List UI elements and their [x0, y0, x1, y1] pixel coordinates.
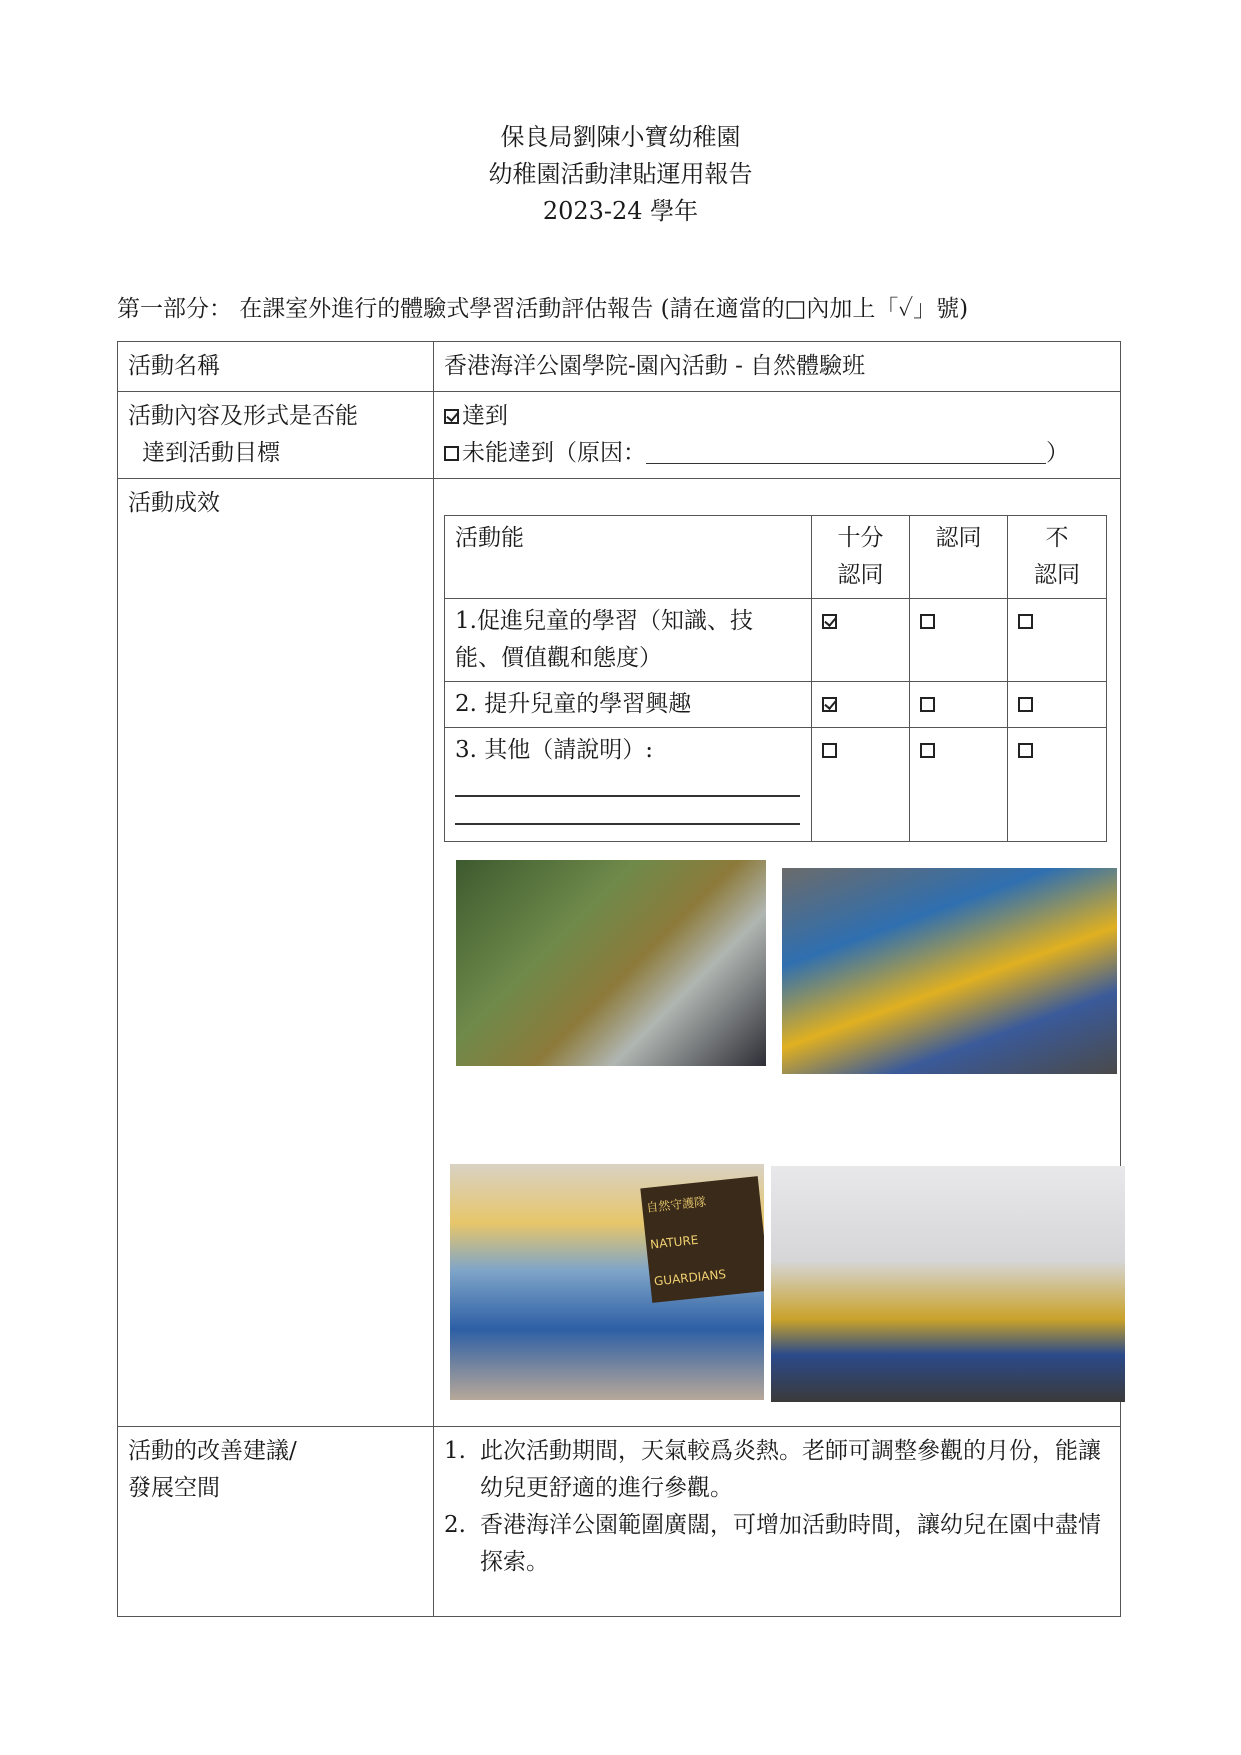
- goal-achieved-option[interactable]: [444, 398, 1110, 435]
- section-title: 第一部分： 在課室外進行的體驗式學習活動評估報告 (請在適當的□內加上「✓」號): [117, 296, 969, 322]
- other-blank-line-2[interactable]: [455, 823, 800, 825]
- effect-header-activity: 活動能: [445, 516, 812, 599]
- effect-row-3-text: 3. 其他（請說明）:: [455, 737, 654, 763]
- effect-header-disagree: [1008, 516, 1107, 599]
- suggestion-label-line2: 發展空間: [128, 1475, 220, 1501]
- effect-header-disagree-a: 不: [1045, 525, 1069, 551]
- other-blank-line-1[interactable]: [455, 795, 800, 797]
- effect-header-strongly-agree-a: 十分: [837, 525, 884, 551]
- activity-name-value: 香港海洋公園學院-園內活動 - 自然體驗班: [434, 342, 1121, 392]
- effect-row-3-strongly-agree[interactable]: [812, 728, 910, 842]
- effect-row-3-disagree[interactable]: [1008, 728, 1107, 842]
- effect-row-1-label-a: 1.促進兒童的學習（知識、技: [455, 608, 753, 634]
- empty-box-icon[interactable]: [1018, 614, 1033, 629]
- goal-options: [434, 392, 1121, 479]
- suggestion-1-text: 此次活動期間，天氣較爲炎熱。老師可調整參觀的月份，能讓幼兒更舒適的進行參觀。: [480, 1438, 1101, 1501]
- report-title: 幼稚園活動津貼運用報告: [488, 160, 753, 188]
- goal-not-achieved-text: 未能達到（原因：: [462, 440, 646, 466]
- effect-row-1-label: [445, 599, 812, 682]
- effect-header-strongly-agree-b: 認同: [837, 562, 884, 588]
- empty-box-icon[interactable]: [920, 743, 935, 758]
- suggestion-label-line1: 活動的改善建議/: [128, 1438, 297, 1464]
- empty-box-icon[interactable]: [920, 697, 935, 712]
- effect-row-2-label: 2. 提升兒童的學習興趣: [445, 682, 812, 728]
- school-name: 保良局劉陳小寶幼稚園: [500, 123, 741, 151]
- goal-not-achieved-option[interactable]: [444, 435, 1110, 472]
- effect-row-2-strongly-agree[interactable]: [812, 682, 910, 728]
- table-row: [445, 599, 1107, 682]
- effect-row-1-strongly-agree[interactable]: [812, 599, 910, 682]
- effect-row-3-agree[interactable]: [910, 728, 1008, 842]
- table-row: [445, 682, 1107, 728]
- goal-label-line1: 活動內容及形式是否能: [128, 403, 358, 429]
- effect-header-agree: 認同: [910, 516, 1008, 599]
- effect-table: [444, 515, 1107, 842]
- photo-guide-pointing: [782, 868, 1117, 1074]
- empty-box-icon[interactable]: [822, 743, 837, 758]
- empty-box-icon[interactable]: [1018, 697, 1033, 712]
- report-table: [117, 341, 1121, 1617]
- suggestion-2-text: 香港海洋公園範圍廣闊，可增加活動時間，讓幼兒在園中盡情探索。: [480, 1512, 1101, 1575]
- outcome-content: [434, 479, 1121, 1427]
- reason-blank[interactable]: [646, 441, 1046, 464]
- photo-animal-viewing: [456, 860, 766, 1066]
- activity-name-label: 活動名稱: [118, 342, 434, 392]
- list-item: [444, 1507, 1110, 1581]
- table-row: [445, 728, 1107, 842]
- effect-row-2-disagree[interactable]: [1008, 682, 1107, 728]
- goal-close-paren: ）: [1046, 440, 1069, 466]
- goal-achieved-text: 達到: [462, 403, 508, 429]
- photo-gallery: [444, 860, 1110, 1420]
- effect-header-disagree-b: 認同: [1034, 562, 1080, 588]
- suggestion-2-num: 2.: [444, 1512, 466, 1538]
- checked-box-icon[interactable]: [822, 697, 837, 712]
- empty-box-icon[interactable]: [920, 614, 935, 629]
- suggestion-1-num: 1.: [444, 1438, 466, 1464]
- suggestion-label: [118, 1427, 434, 1617]
- effect-row-3-label: [445, 728, 812, 842]
- effect-row-1-disagree[interactable]: [1008, 599, 1107, 682]
- photo-classroom: [771, 1166, 1125, 1402]
- checked-box-icon[interactable]: [444, 409, 459, 424]
- empty-box-icon[interactable]: [1018, 743, 1033, 758]
- outcome-label: 活動成效: [118, 479, 434, 1427]
- goal-label-line2: 達到活動目標: [142, 440, 280, 466]
- effect-row-1-label-b: 能、價值觀和態度）: [455, 645, 662, 671]
- effect-row-2-agree[interactable]: [910, 682, 1008, 728]
- nature-guardians-sign: 自然守護隊 NATURE GUARDIANS: [640, 1176, 764, 1303]
- effect-header-strongly-agree: [812, 516, 910, 599]
- goal-label: [118, 392, 434, 479]
- list-item: [444, 1433, 1110, 1507]
- suggestion-list: [434, 1427, 1121, 1617]
- effect-row-1-agree[interactable]: [910, 599, 1008, 682]
- school-year: 2023-24 學年: [542, 197, 699, 225]
- empty-box-icon[interactable]: [444, 446, 459, 461]
- photo-mascots: [450, 1164, 764, 1400]
- checked-box-icon[interactable]: [822, 614, 837, 629]
